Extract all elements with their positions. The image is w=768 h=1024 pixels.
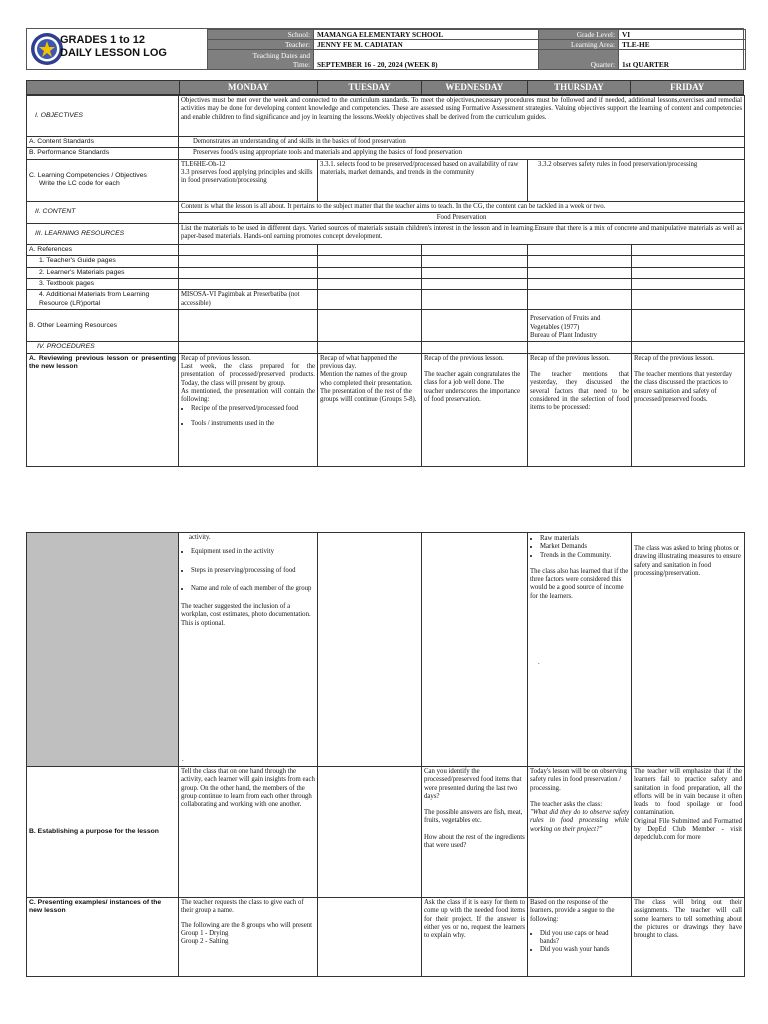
review-continued-bullet: • Trends in the Community. [540,552,629,560]
grade-value: VI [619,30,746,40]
teacher-label: Teacher: [208,40,314,50]
content-label: II. CONTENT [27,201,179,224]
school-value: MAMANGA ELEMENTARY SCHOOL [314,30,539,40]
area-label: Learning Area: [539,40,619,50]
review-thursday: Recap of the previous lesson. The teacher mentions that yesterday, they discussed the several factors that need to be considered in the selection of food items to be processed: [528,353,632,466]
performance-standards-text: Preserves food/s using appropriate tools and materials and applying the basics of food preservation [179,148,745,159]
header-block [26,28,744,70]
day-tuesday: TUESDAY [317,81,421,94]
review-wednesday: Recap of the previous lesson. The teacher again congratulates the class for a job well done. The teacher underscores the importance of food preservation. [422,353,528,466]
other-resources-thursday: Preservation of Fruits and Vegetables (1977) Bureau of Plant Industry [528,310,632,342]
procedures-label: IV. PROCEDURES [27,342,179,353]
review-monday-bullet: • Tools / instruments used in the [191,420,315,428]
presenting-thursday: Based on the response of the learners, provide a segue to the following: • Did you use caps or head bands? • Did you wash your hands [528,898,632,977]
competency-monday: TLE6HE-Oh-12 3.3 preserves food applying principles and skills in food preservation/processing [179,159,318,201]
purpose-monday: Tell the class that on one hand through the activity, each learner will gain insights from each group. On the other hand, the members of the group continue to learn from each other through collaborating and working with one another. [179,767,318,898]
presenting-friday: The class will bring out their assignments. The teacher will call some learners to tell something about the pictures or drawings they have brought to class. [632,898,745,977]
purpose-label: B. Establishing a purpose for the lesson [27,767,179,898]
lesson-log-page-2 [26,532,744,977]
log-title: GRADES 1 to 12 DAILY LESSON LOG [60,34,167,59]
review-continued-bullet: • Market Demands [540,543,629,551]
review-continued-thursday: • Raw materials • Market Demands • Trends in the Community. The class also has learned that if the three factors were considered this would be a good source of income for the learners. . [528,533,632,767]
teacher-value: JENNY FE M. CADIATAN [314,40,539,50]
lesson-table-page-1 [26,95,745,467]
resources-label: III. LEARNING RESOURCES [27,224,179,245]
review-continued-bullet: • Equipment used in the activity [191,548,315,556]
review-monday: Recap of previous lesson. Last week, the class prepared for the presentation of processed/preserved products. Today, the class will present by group. As mentioned, the presentation will contain the following: • Recipe of the preserved/processed food • Tools / instruments used in the [179,353,318,466]
day-monday: MONDAY [179,81,318,94]
presenting-thursday-bullet: • Did you wash your hands [540,946,629,954]
content-standards-text: Demonstrates an understanding of and skills in the basics of food preservation [179,137,745,148]
review-continued-bullet: • Steps in preserving/processing of food [191,567,315,575]
review-tuesday: Recap of what happened the previous day. Mention the names of the group who completed their presentation. The presentation of the rest of the groups willl continue (Groups 5-8). [318,353,422,466]
competency-thu-fri: 3.3.2 observes safety rules in food preservation/processing [528,159,745,201]
review-label: A. Reviewing previous lesson or presenting the new lesson [27,353,179,466]
header-info-grid [207,29,746,70]
learners-materials-label: 2. Learner's Materials pages [27,267,179,278]
review-continued-monday: activity. • Equipment used in the activity • Steps in preserving/processing of food • Name and role of each member of the group The teacher suggested the inclusion of a workplan, cost estimates, photo documentation. This is optional. . [179,533,318,767]
references-label: A. References [27,245,179,256]
lesson-table-page-2 [26,532,745,977]
other-resources-label: B. Other Learning Resources [27,310,179,342]
deped-seal-icon [30,32,64,66]
review-continued-bullet: • Name and role of each member of the group [191,585,315,593]
content-note: Content is what the lesson is all about. It pertains to the subject matter that the teacher aims to teach. In the CG, the content can be tackled in a week or two. [179,201,745,212]
resources-text: List the materials to be used in different days. Varied sources of materials sustain children's interest in the lesson and in learning.Ensure that there is a mix of concrete and manipulative materials as well as paper-based materials. Hands-onl earning promotes concept development. [179,224,745,245]
dates-label: Teaching Dates and Time: [208,50,314,70]
quarter-value: 1st QUARTER [619,50,746,70]
presenting-label: C. Presenting examples/ instances of the new lesson [27,898,179,977]
day-header-blank [27,81,179,94]
competencies-label: C. Learning Competencies / Objectives Write the LC code for each [27,159,179,201]
competency-tue-wed: 3.3.1. selects food to be preserved/processed based on availability of raw materials, market demands, and trends in the community [318,159,528,201]
purpose-thursday: Today's lesson will be on observing safety rules in food preservation / processing. The teacher asks the class: "What did they do to observe safety rules in food processing while working on their project?" [528,767,632,898]
day-thursday: THURSDAY [527,81,631,94]
review-continued-friday: The class was asked to bring photos or drawing illustrating measures to ensure safety and sanitation in food processing/preservation. [632,533,745,767]
review-continued-bullet: • Raw materials [540,535,629,543]
day-header-row [26,80,744,95]
objectives-label: I. OBJECTIVES [27,96,179,137]
day-wednesday: WEDNESDAY [421,81,527,94]
content-topic: Food Preservation [179,212,745,223]
day-friday: FRIDAY [630,81,743,94]
grade-label: Grade Level: [539,30,619,40]
performance-standards-label: B. Performance Standards [27,148,179,159]
school-label: School: [208,30,314,40]
objectives-text: Objectives must be met over the week and connected to the curriculum standards. To meet the objectives,necessary procedures must be followed and if needed, additional lessons,exercises and remedial activities may be done for developing content knowledge and competencies. These are assessed using Formative Assessment strategies. Valuing objectives support the learning of content and competencies and enable children to find significance and joy in learning the lessons.Weekly objectives shall be derived from the curriculum guides. [179,96,745,137]
purpose-friday: The teacher will emphasize that if the learners fail to practice safety and sanitation in food preparation, all the efforts will be in vain because it often leads to food spoilage or food contamination. Original File Submitted and Formatted by DepEd Club Member - visit depedclub.com for more [632,767,745,898]
dates-value: SEPTEMBER 16 - 20, 2024 (WEEK 8) [314,50,539,70]
presenting-wednesday: Ask the class if it is easy for them to come up with the needed food items for their project. If the answer is either yes or no, request the learners to explain why. [422,898,528,977]
presenting-monday: The teacher requests the class to give each of their group a name. The following are the 8 groups who will present Group 1 - Drying Group 2 - Salting [179,898,318,977]
additional-materials-monday: MISOSA-VI Pagimbak at Preserbatiba (not accessible) [179,290,318,310]
additional-materials-label: 4. Additional Materials from Learning Resource (LR)portal [27,290,179,310]
teachers-guide-label: 1. Teacher's Guide pages [27,256,179,267]
review-monday-bullet: • Recipe of the preserved/processed food [191,405,315,413]
lesson-log-page-1 [26,28,744,467]
review-continued-label [27,533,179,767]
purpose-wednesday: Can you identify the processed/preserved food items that were presented during the last two days? The possible answers are fish, meat, fruits, vegetables etc. How about the rest of the ingredients that were used? [422,767,528,898]
review-friday: Recap of the previous lesson. The teacher mentions that yesterday the class discussed the practices to ensure sanitation and safety of processed/preserved foods. [632,353,745,466]
quarter-label: Quarter: [539,50,619,70]
textbook-label: 3. Textbook pages [27,279,179,290]
content-standards-label: A. Content Standards [27,137,179,148]
presenting-thursday-bullet: • Did you use caps or head bands? [540,930,629,947]
area-value: TLE-HE [619,40,746,50]
